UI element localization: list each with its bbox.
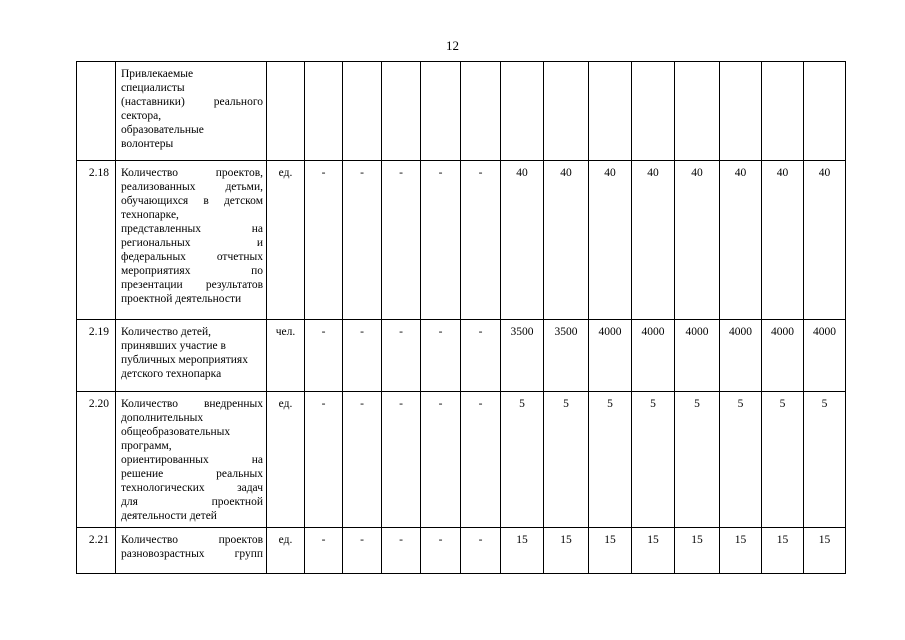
value-cell: 15 xyxy=(589,528,632,574)
indicator-name-line: ориентированных на xyxy=(121,454,263,466)
value-cell: 40 xyxy=(589,161,632,320)
value-cell: 5 xyxy=(544,392,589,528)
value-cell: - xyxy=(421,161,461,320)
value-cell: 3500 xyxy=(501,320,544,392)
value-cell: - xyxy=(343,161,382,320)
value-cell: 40 xyxy=(501,161,544,320)
indicator-name-line: технопарке, xyxy=(121,209,179,221)
indicator-name xyxy=(116,161,267,320)
value-cell: 5 xyxy=(632,392,675,528)
indicator-name-line: программ, xyxy=(121,440,172,452)
unit-cell xyxy=(267,62,305,161)
value-cell: - xyxy=(421,320,461,392)
value-cell xyxy=(804,62,846,161)
indicator-name-line: Количество детей, xyxy=(121,326,211,338)
value-cell: 5 xyxy=(589,392,632,528)
row-number: 2.20 xyxy=(77,392,116,528)
indicator-name-line: Привлекаемые xyxy=(121,68,194,80)
value-cell: - xyxy=(305,320,343,392)
indicator-name-line: презентации результатов xyxy=(121,279,263,291)
value-cell: 4000 xyxy=(675,320,720,392)
value-cell xyxy=(421,62,461,161)
indicator-name-line: сектора, xyxy=(121,110,162,122)
indicator-name-line: специалисты xyxy=(121,82,185,94)
value-cell: - xyxy=(382,392,421,528)
value-cell: 5 xyxy=(720,392,762,528)
value-cell: - xyxy=(421,528,461,574)
value-cell: 40 xyxy=(804,161,846,320)
value-cell: 15 xyxy=(675,528,720,574)
indicator-name-line: разновозрастных групп xyxy=(121,548,263,560)
value-cell: 15 xyxy=(804,528,846,574)
indicator-name xyxy=(116,528,267,574)
value-cell: - xyxy=(382,320,421,392)
unit-cell: чел. xyxy=(267,320,305,392)
value-cell: 5 xyxy=(501,392,544,528)
indicator-name-line: дополнительных xyxy=(121,412,204,424)
value-cell: 40 xyxy=(675,161,720,320)
indicator-name-line: детского технопарка xyxy=(121,368,222,380)
indicator-name-line: федеральных отчетных xyxy=(121,251,263,263)
value-cell: 40 xyxy=(544,161,589,320)
value-cell: 5 xyxy=(804,392,846,528)
value-cell: 4000 xyxy=(804,320,846,392)
value-cell: 4000 xyxy=(762,320,804,392)
value-cell xyxy=(343,62,382,161)
value-cell: 40 xyxy=(720,161,762,320)
value-cell: 5 xyxy=(762,392,804,528)
row-number: 2.21 xyxy=(77,528,116,574)
indicator-name-line: (наставники) реального xyxy=(121,96,263,108)
value-cell: - xyxy=(305,161,343,320)
value-cell: - xyxy=(461,528,501,574)
table-row xyxy=(77,161,846,320)
value-cell: - xyxy=(382,528,421,574)
value-cell: - xyxy=(461,392,501,528)
value-cell: - xyxy=(343,528,382,574)
indicator-name-line: представленных на xyxy=(121,223,263,235)
indicator-name-line: региональных и xyxy=(121,237,263,249)
value-cell: - xyxy=(461,320,501,392)
page-number: 12 xyxy=(446,38,459,53)
value-cell: - xyxy=(421,392,461,528)
value-cell: 3500 xyxy=(544,320,589,392)
indicator-name-line: решение реальных xyxy=(121,468,263,480)
value-cell xyxy=(762,62,804,161)
unit-cell: ед. xyxy=(267,161,305,320)
indicator-name-line: обучающихся в детском xyxy=(121,195,263,207)
table-row xyxy=(77,320,846,392)
value-cell xyxy=(501,62,544,161)
value-cell: - xyxy=(343,320,382,392)
indicator-name-line: деятельности детей xyxy=(121,510,217,522)
unit-cell: ед. xyxy=(267,392,305,528)
value-cell xyxy=(589,62,632,161)
indicator-name-line: принявших участие в xyxy=(121,340,226,352)
indicator-name-line: образовательные xyxy=(121,124,204,136)
table-row xyxy=(77,62,846,161)
value-cell xyxy=(632,62,675,161)
value-cell: - xyxy=(343,392,382,528)
value-cell xyxy=(461,62,501,161)
value-cell: - xyxy=(305,392,343,528)
value-cell xyxy=(675,62,720,161)
value-cell xyxy=(382,62,421,161)
indicator-name-line: проектной деятельности xyxy=(121,293,242,305)
value-cell: - xyxy=(305,528,343,574)
value-cell: 40 xyxy=(632,161,675,320)
value-cell: 15 xyxy=(632,528,675,574)
value-cell: 15 xyxy=(544,528,589,574)
row-number: 2.18 xyxy=(77,161,116,320)
indicator-name-line: для проектной xyxy=(121,496,263,508)
table-row xyxy=(77,392,846,528)
value-cell: - xyxy=(382,161,421,320)
indicator-name-line: Количество проектов, xyxy=(121,167,263,179)
indicator-name-line: волонтеры xyxy=(121,138,174,150)
indicator-name-line: публичных мероприятиях xyxy=(121,354,248,366)
indicator-name xyxy=(116,392,267,528)
indicator-name xyxy=(116,62,267,161)
row-number: 2.19 xyxy=(77,320,116,392)
value-cell: 15 xyxy=(762,528,804,574)
value-cell: 4000 xyxy=(632,320,675,392)
indicator-name-line: реализованных детьми, xyxy=(121,181,263,193)
indicator-name-line: мероприятиях по xyxy=(121,265,263,277)
value-cell: - xyxy=(461,161,501,320)
value-cell: 4000 xyxy=(720,320,762,392)
unit-cell: ед. xyxy=(267,528,305,574)
table-row xyxy=(77,528,846,574)
indicator-name xyxy=(116,320,267,392)
indicator-name-line: общеобразовательных xyxy=(121,426,231,438)
indicator-name-line: Количество внедренных xyxy=(121,398,263,410)
value-cell xyxy=(720,62,762,161)
value-cell: 15 xyxy=(501,528,544,574)
value-cell: 4000 xyxy=(589,320,632,392)
value-cell: 5 xyxy=(675,392,720,528)
value-cell xyxy=(544,62,589,161)
indicator-name-line: Количество проектов xyxy=(121,534,263,546)
indicator-name-line: технологических задач xyxy=(121,482,263,494)
value-cell: 40 xyxy=(762,161,804,320)
indicators-table xyxy=(76,61,846,574)
row-number xyxy=(77,62,116,161)
value-cell: 15 xyxy=(720,528,762,574)
value-cell xyxy=(305,62,343,161)
